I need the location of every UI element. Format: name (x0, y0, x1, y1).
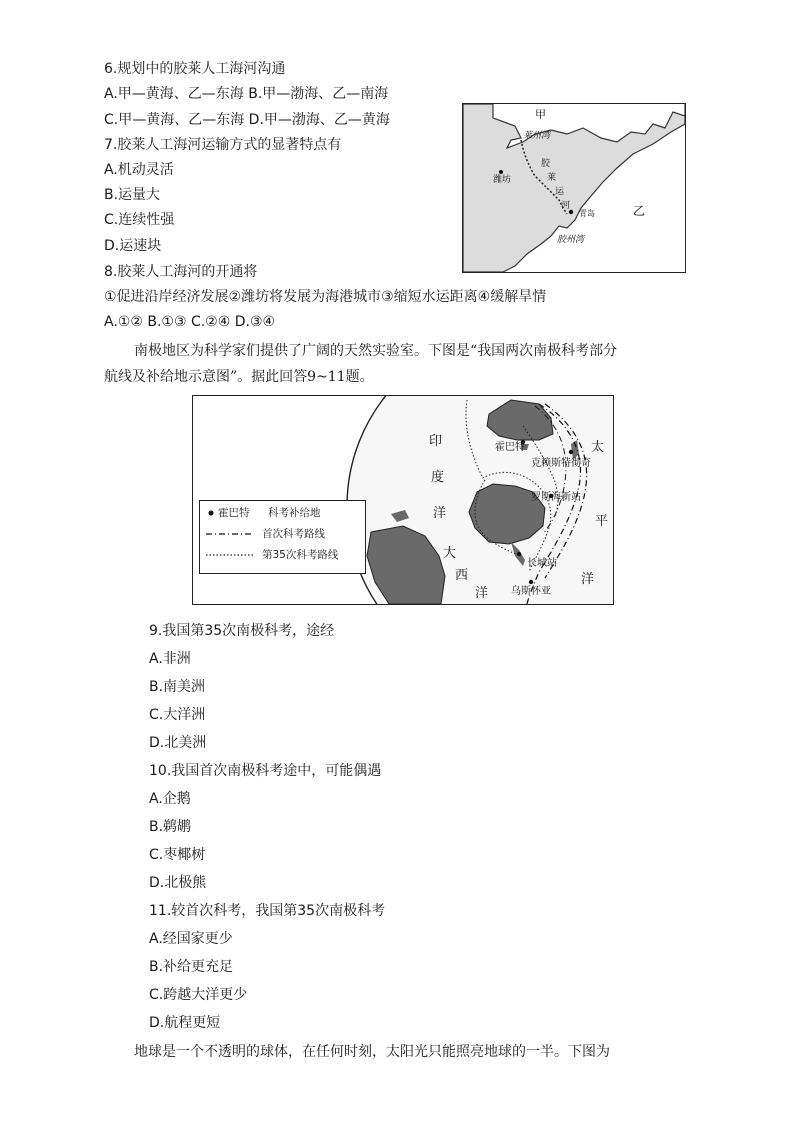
q7-option-b: B.运量大 (104, 187, 161, 203)
map1-canal-char-4: 河 (561, 201, 571, 211)
trailing-paragraph: 地球是一个不透明的球体，在任何时刻，太阳光只能照亮地球的一半。下图为 (134, 1044, 610, 1060)
q11-stem: 11.较首次科考，我国第35次南极科考 (149, 903, 386, 919)
q7-option-c: C.连续性强 (104, 212, 175, 228)
q10-option-c: C.枣椰树 (149, 847, 206, 863)
antarctic-intro-line-2: 航线及补给地示意图”。据此回答9~11题。 (104, 369, 374, 385)
map1-jia-label: 甲 (535, 108, 546, 121)
indian-ocean-char-1: 印 (429, 434, 443, 449)
great-wall-station-label: 长城站 (527, 558, 557, 569)
atlantic-ocean-char-1: 大 (443, 546, 457, 561)
q6-options-ab: A.甲—黄海、乙—东海 B.甲—渤海、乙—南海 (104, 86, 389, 102)
q9-stem: 9.我国第35次南极科考，途经 (149, 623, 335, 639)
q9-option-c: C.大洋洲 (149, 707, 206, 723)
legend-first-route-label: 首次科考路线 (262, 528, 325, 540)
map1-canal-char-2: 莱 (547, 173, 557, 183)
map-legend (199, 500, 366, 574)
map1-canal-char-1: 胶 (541, 159, 551, 169)
atlantic-ocean-char-2: 西 (455, 568, 469, 583)
indian-ocean-char-2: 度 (431, 470, 445, 485)
q11-option-d: D.航程更短 (149, 1015, 221, 1031)
pacific-ocean-char-3: 洋 (581, 572, 595, 587)
antarctic-intro-line-1: 南极地区为科学家们提供了广阔的天然实验室。下图是“我国两次南极科考部分 (134, 343, 618, 359)
q8-stem: 8.胶莱人工海河的开通将 (104, 264, 258, 280)
map1-jiaozhou-bay-label: 胶州湾 (557, 235, 585, 245)
ross-station-label: 罗斯海新站 (531, 492, 581, 503)
q6-options-cd: C.甲—黄海、乙—东海 D.甲—渤海、乙—黄海 (104, 112, 390, 128)
legend-supply-label: 科考补给地 (268, 507, 321, 519)
pacific-ocean-char-1: 太 (591, 440, 605, 455)
q7-stem: 7.胶莱人工海河运输方式的显著特点有 (104, 137, 342, 153)
map1-laizhou-bay-label: 莱州湾 (523, 131, 551, 141)
jiaolai-canal-map (462, 103, 686, 273)
atlantic-ocean-char-3: 洋 (475, 586, 489, 601)
route35-line-symbol (206, 547, 256, 563)
ushuaia-label: 乌斯怀亚 (511, 586, 551, 597)
q11-option-c: C.跨越大洋更少 (149, 987, 248, 1003)
q11-option-b: B.补给更充足 (149, 959, 234, 975)
q8-statements: ①促进沿岸经济发展②潍坊将发展为海港城市③缩短水运距离④缓解旱情 (104, 289, 547, 305)
q9-option-a: A.非洲 (149, 651, 191, 667)
q6-stem: 6.规划中的胶莱人工海河沟通 (104, 61, 286, 77)
legend-35th-route-label: 第35次科考路线 (262, 549, 339, 561)
q10-option-b: B.鹈鹕 (149, 819, 192, 835)
q9-option-d: D.北美洲 (149, 735, 207, 751)
hobart-label: 霍巴特 (495, 442, 525, 453)
q10-stem: 10.我国首次南极科考途中，可能偶遇 (149, 763, 382, 779)
q11-option-a: A.经国家更少 (149, 931, 233, 947)
q7-option-a: A.机动灵活 (104, 162, 174, 178)
legend-sample-hobart: 霍巴特 (218, 507, 250, 519)
q10-option-d: D.北极熊 (149, 875, 207, 891)
q10-option-a: A.企鹅 (149, 791, 191, 807)
map1-yi-label: 乙 (633, 204, 646, 218)
indian-ocean-char-3: 洋 (433, 506, 447, 521)
antarctic-routes-map (192, 395, 614, 605)
map1-weifang-label: 潍坊 (493, 175, 512, 185)
map1-canal-char-3: 运 (555, 187, 565, 197)
first-route-line-symbol (206, 526, 256, 542)
map1-qingdao-label: 青岛 (579, 209, 595, 218)
q9-option-b: B.南美洲 (149, 679, 206, 695)
christchurch-label: 克赖斯特彻奇 (531, 458, 591, 469)
q8-options: A.①② B.①③ C.②④ D.③④ (104, 314, 276, 330)
q7-option-d: D.运速块 (104, 238, 162, 254)
pacific-ocean-char-2: 平 (595, 514, 609, 529)
